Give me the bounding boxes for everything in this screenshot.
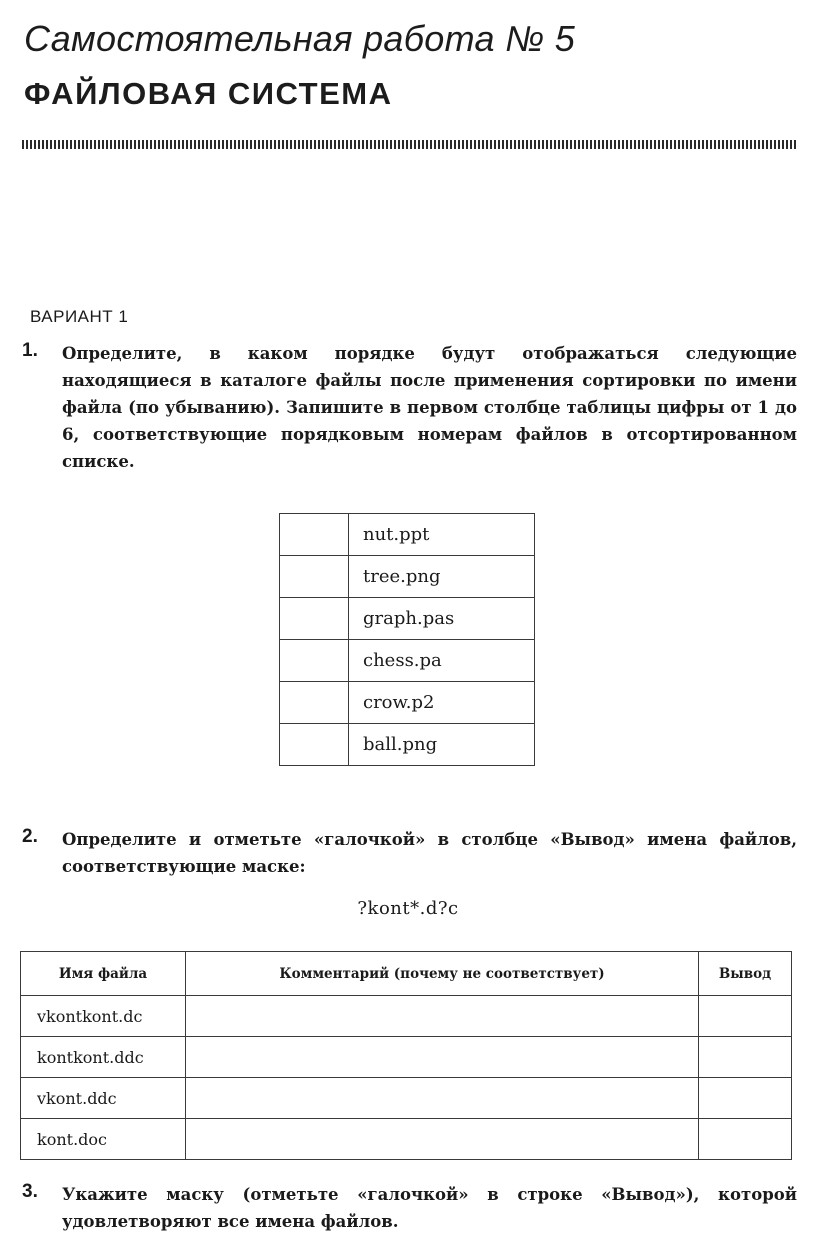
file-name-cell: ball.png [349, 724, 535, 766]
order-input-cell[interactable] [280, 598, 349, 640]
column-header-comment: Комментарий (почему не соответствует) [186, 952, 699, 996]
output-check-cell[interactable] [699, 1119, 792, 1160]
output-check-cell[interactable] [699, 1037, 792, 1078]
page-subtitle: ФАЙЛОВАЯ СИСТЕМА [24, 76, 393, 111]
comment-cell[interactable] [186, 996, 699, 1037]
mask-check-table [20, 951, 792, 1160]
table-row [21, 1037, 792, 1078]
table-row [280, 598, 535, 640]
variant-label: ВАРИАНТ 1 [30, 307, 129, 326]
order-input-cell[interactable] [280, 514, 349, 556]
table-row [21, 1119, 792, 1160]
order-input-cell[interactable] [280, 556, 349, 598]
task-1-text: Определите, в каком порядке будут отображаться следующие находящиеся в каталоге файлы после применения сортировки по имени файла (по убыванию). Запишите в первом столбце таблицы цифры от 1 до 6, соответствующие порядковым номерам файлов в отсортированном списке. [62, 344, 797, 471]
table-row [280, 556, 535, 598]
file-name-cell: vkont.ddc [21, 1078, 186, 1119]
task-1 [22, 340, 797, 490]
table-row [280, 682, 535, 724]
column-header-filename: Имя файла [21, 952, 186, 996]
output-check-cell[interactable] [699, 1078, 792, 1119]
task-3-text: Укажите маску (отметьте «галочкой» в строке «Вывод»), которой удовлетворяют все имена файлов. [62, 1185, 797, 1231]
page-title: Самостоятельная работа № 5 [24, 18, 576, 59]
file-mask: ?kont*.d?c [357, 898, 459, 919]
order-input-cell[interactable] [280, 640, 349, 682]
table-row [280, 724, 535, 766]
table-row [21, 996, 792, 1037]
task-1-number: 1. [22, 340, 38, 361]
file-name-cell: tree.png [349, 556, 535, 598]
files-order-table [279, 513, 535, 766]
task-3-number: 3. [22, 1181, 38, 1202]
file-name-cell: chess.pa [349, 640, 535, 682]
comment-cell[interactable] [186, 1119, 699, 1160]
output-check-cell[interactable] [699, 996, 792, 1037]
task-3 [22, 1181, 797, 1241]
column-header-output: Вывод [699, 952, 792, 996]
comment-cell[interactable] [186, 1078, 699, 1119]
task-2-number: 2. [22, 826, 38, 847]
file-name-cell: crow.p2 [349, 682, 535, 724]
file-name-cell: kont.doc [21, 1119, 186, 1160]
table-row [280, 514, 535, 556]
table-row [21, 1078, 792, 1119]
comment-cell[interactable] [186, 1037, 699, 1078]
file-name-cell: graph.pas [349, 598, 535, 640]
header-divider [22, 140, 798, 149]
table-row [280, 640, 535, 682]
table-header-row [21, 952, 792, 996]
file-name-cell: nut.ppt [349, 514, 535, 556]
task-2 [22, 826, 797, 886]
order-input-cell[interactable] [280, 682, 349, 724]
file-name-cell: vkontkont.dc [21, 996, 186, 1037]
task-2-text: Определите и отметьте «галочкой» в столбце «Вывод» имена файлов, соответствующие маске: [62, 830, 797, 876]
order-input-cell[interactable] [280, 724, 349, 766]
file-name-cell: kontkont.ddc [21, 1037, 186, 1078]
